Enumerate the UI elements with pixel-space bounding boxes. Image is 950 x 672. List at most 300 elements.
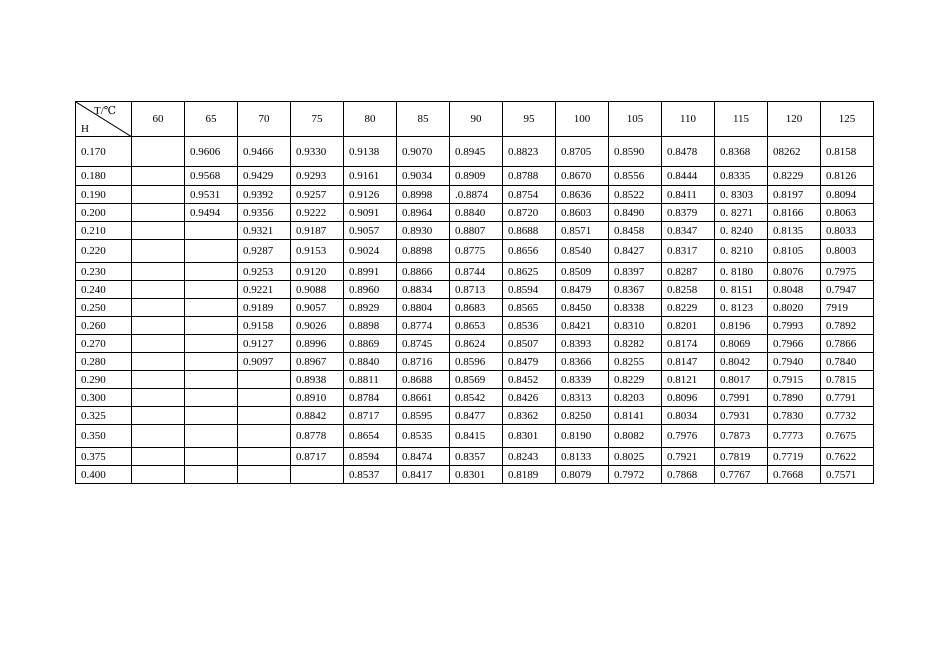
table-cell: 0.8507 [503,335,556,353]
table-cell [132,240,185,263]
table-cell: 0. 8210 [715,240,768,263]
table-row [76,281,874,299]
table-cell: 0.9606 [185,137,238,167]
table-cell: 0.8479 [556,281,609,299]
table-cell [132,448,185,466]
table-cell: 0.7892 [821,317,874,335]
table-cell: 0.7993 [768,317,821,335]
table-row [76,317,874,335]
table-cell: 0.8823 [503,137,556,167]
table-cell: 0. 8303 [715,186,768,204]
table-cell: 0.9189 [238,299,291,317]
table-cell: 0.9153 [291,240,344,263]
table-cell: 0.8121 [662,371,715,389]
data-table [75,101,874,484]
table-cell: 0.8811 [344,371,397,389]
table-cell: 0.8135 [768,222,821,240]
table-cell: 0.8625 [503,263,556,281]
table-cell: 0.8967 [291,353,344,371]
table-cell: 0.8133 [556,448,609,466]
row-h-value: 0.400 [76,466,132,484]
row-h-value: 0.250 [76,299,132,317]
table-cell: 0.7976 [662,425,715,448]
table-cell: 0.9531 [185,186,238,204]
table-cell: 0.7719 [768,448,821,466]
table-cell: 0.8003 [821,240,874,263]
table-cell: 0.7815 [821,371,874,389]
table-cell: 0.9187 [291,222,344,240]
table-cell: 0.8536 [503,317,556,335]
table-cell: 0.8368 [715,137,768,167]
table-cell: 0.8490 [609,204,662,222]
table-cell [132,186,185,204]
table-cell: 0.7873 [715,425,768,448]
row-h-value: 0.170 [76,137,132,167]
table-cell: 0.8362 [503,407,556,425]
table-cell: 0.8713 [450,281,503,299]
table-row [76,263,874,281]
table-cell [185,407,238,425]
table-cell: 0.8417 [397,466,450,484]
table-cell: 0.8960 [344,281,397,299]
table-cell: 0.9321 [238,222,291,240]
table-cell: 0.7921 [662,448,715,466]
corner-cell [76,102,132,137]
table-cell [185,335,238,353]
table-cell: 0.8938 [291,371,344,389]
table-cell: 0.8807 [450,222,503,240]
table-cell: 0.8898 [397,240,450,263]
table-cell: 0.7830 [768,407,821,425]
table-cell: 0.8569 [450,371,503,389]
table-cell: 0.9120 [291,263,344,281]
table-cell [132,353,185,371]
table-cell: 0.8310 [609,317,662,335]
table-cell: 0.8509 [556,263,609,281]
table-row [76,353,874,371]
table-cell: 0.8537 [344,466,397,484]
table-cell [185,466,238,484]
table-cell [132,317,185,335]
table-cell: 0.8158 [821,137,874,167]
table-cell [185,299,238,317]
table-cell: 0.9253 [238,263,291,281]
table-cell [185,371,238,389]
table-cell: 0.8082 [609,425,662,448]
table-row [76,466,874,484]
table-row [76,448,874,466]
row-h-value: 0.190 [76,186,132,204]
table-cell: 0.8930 [397,222,450,240]
table-cell: 0.8909 [450,167,503,186]
table-cell: 0.8661 [397,389,450,407]
table-cell: 0.8301 [503,425,556,448]
table-cell: 0.8717 [291,448,344,466]
row-h-value: 0.180 [76,167,132,186]
table-cell: 0.7840 [821,353,874,371]
table-cell: 0.8094 [821,186,874,204]
table-cell [132,425,185,448]
table-cell: 0.8367 [609,281,662,299]
table-cell: 0.8366 [556,353,609,371]
table-cell: 0.8778 [291,425,344,448]
table-cell: 0.9158 [238,317,291,335]
table-cell: 0.8595 [397,407,450,425]
table-cell: 0.9088 [291,281,344,299]
row-h-value: 0.300 [76,389,132,407]
table-cell [185,281,238,299]
column-header: 95 [503,102,556,137]
table-row [76,425,874,448]
table-cell [238,371,291,389]
table-cell [238,466,291,484]
table-cell: 0.8301 [450,466,503,484]
table-cell: 0.8025 [609,448,662,466]
table-cell: 0.9034 [397,167,450,186]
header-row [76,102,874,137]
row-h-value: 0.260 [76,317,132,335]
table-cell: 0.8313 [556,389,609,407]
table-cell: 0.9494 [185,204,238,222]
table-cell: 0.8033 [821,222,874,240]
table-cell [291,466,344,484]
table-cell: 0.8357 [450,448,503,466]
table-cell: 0.7571 [821,466,874,484]
table-cell [238,407,291,425]
table-cell: 0.9091 [344,204,397,222]
table-row [76,204,874,222]
table-cell: 0.8250 [556,407,609,425]
table-cell: 0.8243 [503,448,556,466]
table-cell: 0.8670 [556,167,609,186]
table-cell: 0.8603 [556,204,609,222]
table-cell: 0.8653 [450,317,503,335]
table-cell: 0.7767 [715,466,768,484]
row-h-value: 0.350 [76,425,132,448]
column-header: 115 [715,102,768,137]
table-cell: 0.8411 [662,186,715,204]
table-cell: 0.8282 [609,335,662,353]
table-cell: 0.8147 [662,353,715,371]
table-cell: 0.8479 [503,353,556,371]
table-cell: 0.8427 [609,240,662,263]
table-cell: 0.8229 [609,371,662,389]
table-cell: 0.7915 [768,371,821,389]
corner-h-label: H [81,123,89,135]
table-cell: 0.9057 [291,299,344,317]
row-h-value: 0.280 [76,353,132,371]
table-cell: 0.8096 [662,389,715,407]
table-cell [132,222,185,240]
table-cell: 0.8636 [556,186,609,204]
table-cell: 0.8379 [662,204,715,222]
table-cell [132,167,185,186]
column-header: 85 [397,102,450,137]
table-row [76,186,874,204]
table-row [76,407,874,425]
table-cell: 0.8744 [450,263,503,281]
table-cell [132,263,185,281]
table-cell: 0.8834 [397,281,450,299]
table-body [76,137,874,484]
table-cell: 0.8869 [344,335,397,353]
column-header: 80 [344,102,397,137]
table-cell: 0.8774 [397,317,450,335]
table-cell [238,425,291,448]
table-cell: 0.8034 [662,407,715,425]
table-cell [185,425,238,448]
table-cell: 0.7791 [821,389,874,407]
table-cell [185,389,238,407]
table-cell: 0.8522 [609,186,662,204]
table-cell: 0.8079 [556,466,609,484]
table-cell: 0.9287 [238,240,291,263]
table-cell: 0.8042 [715,353,768,371]
table-cell: 0.9127 [238,335,291,353]
table-cell: 0.8624 [450,335,503,353]
table-cell: 0.9257 [291,186,344,204]
table-cell [238,448,291,466]
table-cell: 0.9026 [291,317,344,335]
table-cell: 0.9126 [344,186,397,204]
table-row [76,389,874,407]
table-row [76,299,874,317]
table-cell: 0.7991 [715,389,768,407]
row-h-value: 0.240 [76,281,132,299]
table-cell: 08262 [768,137,821,167]
table-cell: 0. 8123 [715,299,768,317]
table-cell: 0.9057 [344,222,397,240]
table-cell: 0.8450 [556,299,609,317]
table-cell: 0.9097 [238,353,291,371]
table-cell: 0.8020 [768,299,821,317]
table-cell: 0.8656 [503,240,556,263]
table-cell: 0.8784 [344,389,397,407]
table-cell: 0.9222 [291,204,344,222]
table-cell: 0.8229 [768,167,821,186]
table-cell: 0.8991 [344,263,397,281]
row-h-value: 0.210 [76,222,132,240]
table-cell [185,222,238,240]
table-cell [185,240,238,263]
table-cell: 0.8426 [503,389,556,407]
table-cell: 0.8964 [397,204,450,222]
table-cell: 0.8910 [291,389,344,407]
table-cell: 0.8189 [503,466,556,484]
table-cell: 0.8571 [556,222,609,240]
table-cell [132,371,185,389]
table-cell: 0.8063 [821,204,874,222]
table-cell: 0.7819 [715,448,768,466]
table-cell: 0.7975 [821,263,874,281]
row-h-value: 0.230 [76,263,132,281]
table-cell: 0.9161 [344,167,397,186]
column-header: 90 [450,102,503,137]
table-row [76,222,874,240]
table-cell: 0.8688 [503,222,556,240]
table-cell: 0.9429 [238,167,291,186]
table-cell: 0.8478 [662,137,715,167]
table-cell: 0.7947 [821,281,874,299]
table-cell: 0.8335 [715,167,768,186]
table-cell: 0.8840 [344,353,397,371]
table-row [76,137,874,167]
table-cell [132,389,185,407]
table-cell: 0.7668 [768,466,821,484]
column-header: 120 [768,102,821,137]
table-cell: 0.8565 [503,299,556,317]
table-cell: 0.9568 [185,167,238,186]
row-h-value: 0.200 [76,204,132,222]
table-cell: 0.8688 [397,371,450,389]
table-cell: 0.8596 [450,353,503,371]
table-cell: 0.8477 [450,407,503,425]
table-cell: 0.7966 [768,335,821,353]
column-header: 65 [185,102,238,137]
table-cell [185,263,238,281]
table-row [76,371,874,389]
table-cell: 0.9221 [238,281,291,299]
table-cell: 0.8076 [768,263,821,281]
table-cell: 0.9138 [344,137,397,167]
table-cell: 0.8775 [450,240,503,263]
table-cell: 0.8229 [662,299,715,317]
table-cell: 0.8804 [397,299,450,317]
row-h-value: 0.270 [76,335,132,353]
table-cell [185,317,238,335]
table-cell [132,281,185,299]
table-cell [185,353,238,371]
table-cell: 0.8141 [609,407,662,425]
table-cell: 0. 8271 [715,204,768,222]
table-cell: 0.9466 [238,137,291,167]
table-cell: 0.8754 [503,186,556,204]
table-cell: 0.8720 [503,204,556,222]
table-cell: 0.7890 [768,389,821,407]
table-cell: 0.8535 [397,425,450,448]
table-cell: 0.8866 [397,263,450,281]
table-cell [132,137,185,167]
table-cell [238,389,291,407]
table-cell: 0.8017 [715,371,768,389]
table-cell: 0.8166 [768,204,821,222]
table-row [76,240,874,263]
table-cell: 0.8201 [662,317,715,335]
table-cell: 0.8840 [450,204,503,222]
table-cell: 0.8716 [397,353,450,371]
table-cell: 0.8444 [662,167,715,186]
table-cell: 0.7622 [821,448,874,466]
row-h-value: 0.220 [76,240,132,263]
table-cell: 0.8174 [662,335,715,353]
table-cell: 0.8069 [715,335,768,353]
column-header: 70 [238,102,291,137]
table-row [76,167,874,186]
table-cell: .0.8874 [450,186,503,204]
table-cell: 0.8898 [344,317,397,335]
table-cell [132,335,185,353]
table-cell: 0.9293 [291,167,344,186]
table-cell: 0.8745 [397,335,450,353]
table-cell: 0. 8151 [715,281,768,299]
table-cell: 0.8458 [609,222,662,240]
row-h-value: 0.290 [76,371,132,389]
table-cell: 0.8258 [662,281,715,299]
table-cell: 0.8929 [344,299,397,317]
table-cell: 0.8203 [609,389,662,407]
table-cell: 0.8683 [450,299,503,317]
table-cell: 0.8705 [556,137,609,167]
table-cell: 0.8421 [556,317,609,335]
row-h-value: 0.325 [76,407,132,425]
table-cell: 0.8594 [503,281,556,299]
column-header: 60 [132,102,185,137]
table-cell: 0.7931 [715,407,768,425]
table-cell: 0.7972 [609,466,662,484]
table-cell: 0.8998 [397,186,450,204]
table-cell: 0.8287 [662,263,715,281]
table-cell [132,466,185,484]
column-header: 110 [662,102,715,137]
column-header: 100 [556,102,609,137]
table-cell: 0.9330 [291,137,344,167]
table-cell: 0.7868 [662,466,715,484]
table-cell: 0.8048 [768,281,821,299]
table-cell: 7919 [821,299,874,317]
table-cell: 0.8196 [715,317,768,335]
table-cell: 0.8415 [450,425,503,448]
table-cell: 0.7940 [768,353,821,371]
table-cell: 0.9024 [344,240,397,263]
table-cell: 0.8654 [344,425,397,448]
table-cell: 0.8542 [450,389,503,407]
table-cell [132,407,185,425]
column-header: 105 [609,102,662,137]
table-cell: 0.8397 [609,263,662,281]
table-cell: 0.9392 [238,186,291,204]
table-cell: 0.8945 [450,137,503,167]
table-cell: 0.7675 [821,425,874,448]
table-cell: 0.8842 [291,407,344,425]
table-row [76,335,874,353]
row-h-value: 0.375 [76,448,132,466]
table-cell: 0.8590 [609,137,662,167]
table-cell: 0.7866 [821,335,874,353]
table-cell [132,299,185,317]
table-cell: 0.8338 [609,299,662,317]
table-cell: 0. 8240 [715,222,768,240]
table-cell: 0.9070 [397,137,450,167]
corner-temperature-label: T/℃ [94,105,117,117]
table-cell: 0.8474 [397,448,450,466]
table-cell: 0.8317 [662,240,715,263]
table-cell: 0.8556 [609,167,662,186]
column-header: 125 [821,102,874,137]
table-cell: 0.7773 [768,425,821,448]
column-header: 75 [291,102,344,137]
table-cell [185,448,238,466]
table-cell: 0.8594 [344,448,397,466]
table-cell: 0.8717 [344,407,397,425]
table-cell: 0.8996 [291,335,344,353]
table-cell: 0.8255 [609,353,662,371]
table-cell: 0.8540 [556,240,609,263]
table-cell: 0.8339 [556,371,609,389]
table-cell: 0.8190 [556,425,609,448]
table-cell: 0.8452 [503,371,556,389]
table-cell: 0.8393 [556,335,609,353]
table-cell: 0.9356 [238,204,291,222]
